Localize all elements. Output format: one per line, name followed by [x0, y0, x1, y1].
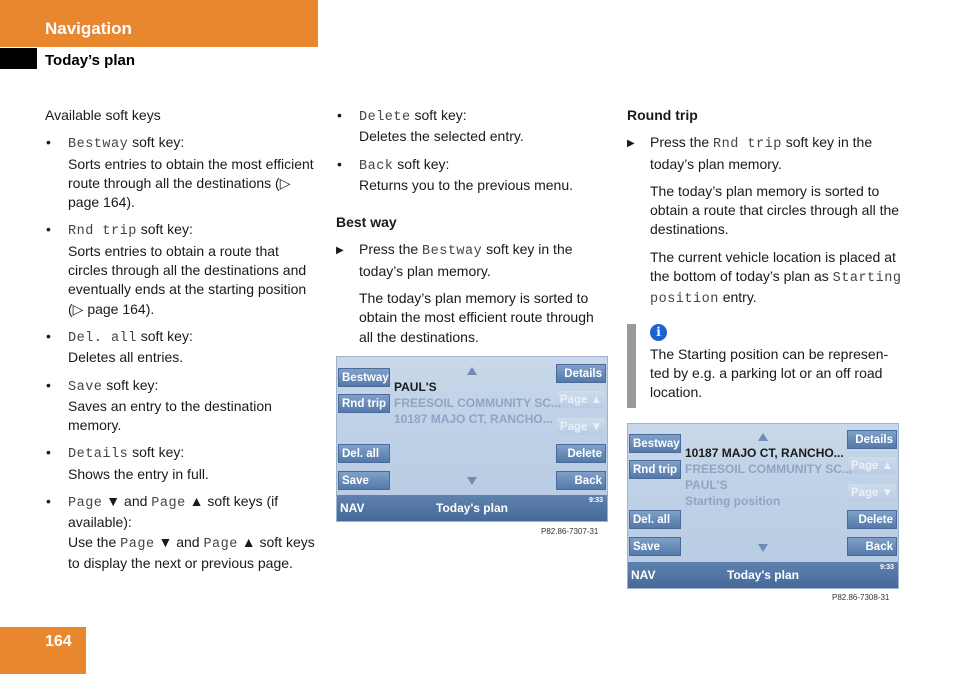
starting-position-note: The current vehicle location is placed at the bottom of today’s plan as Starting position entry. — [650, 248, 902, 308]
best-way-heading: Best way — [336, 214, 397, 231]
subsection-marker — [0, 48, 37, 69]
list-item-page-keys: • Page ▼ and Page ▲ soft keys (if available): Use the Page ▼ and Page ▲ soft keys to display the next or previous page. — [45, 492, 320, 573]
screen-title: Today's plan — [727, 568, 799, 582]
soft-keys-intro: Available soft keys — [45, 107, 161, 123]
soft-key-desc: Sorts entries to obtain a route that circles through all the destinations and eventually ends at the starting position (▷ page 164). — [68, 242, 307, 317]
scroll-down-icon — [467, 477, 477, 485]
page-up-symbol: ▲ — [189, 493, 204, 510]
soft-key-bestway[interactable]: Bestway — [629, 434, 681, 453]
step-item: ▶ Press the Rnd trip soft key in the today’s plan memory. — [627, 133, 902, 174]
soft-key-back[interactable]: Back — [556, 471, 606, 490]
list-item[interactable]: PAUL'S — [685, 478, 728, 492]
soft-key-page-up[interactable]: Page ▲ — [847, 456, 897, 475]
soft-key-name: Rnd trip — [68, 224, 137, 240]
section-title: Navigation — [45, 19, 132, 38]
list-item: • Save soft key: Saves an entry to the destination memory. — [45, 376, 320, 436]
soft-key-page-up[interactable]: Page ▲ — [556, 390, 606, 409]
list-item[interactable]: 10187 MAJO CT, RANCHO... — [685, 446, 844, 460]
soft-key-del-all[interactable]: Del. all — [338, 444, 390, 463]
subsection-title: Today’s plan — [45, 52, 136, 69]
scroll-up-icon — [758, 433, 768, 441]
soft-key-desc: Deletes all entries. — [68, 349, 184, 366]
column-1 — [45, 106, 320, 581]
list-item: • Back soft key: Returns you to the previous menu. — [336, 155, 611, 196]
info-bar — [627, 324, 636, 408]
status-bar — [337, 495, 607, 521]
column-3 — [627, 106, 902, 403]
list-item: • Del. all soft key: Deletes all entries. — [45, 327, 320, 368]
scroll-down-icon — [758, 544, 768, 552]
nav-label: NAV — [631, 568, 656, 582]
list-item: • Bestway soft key: Sorts entries to obtain the most efficient route through all the destinations (▷ page 164). — [45, 133, 320, 212]
screen-today-plan-1 — [336, 356, 608, 522]
scroll-up-icon — [467, 367, 477, 375]
soft-key-page-down[interactable]: Page ▼ — [556, 417, 606, 436]
info-text: The Starting position can be represen-ted by e.g. a parking lot or an off road location. — [650, 345, 889, 401]
soft-key-name: Save — [68, 379, 103, 395]
plan-list — [394, 379, 561, 427]
info-note — [627, 324, 902, 403]
nav-label: NAV — [340, 501, 365, 515]
soft-key-rnd-trip[interactable]: Rnd trip — [338, 394, 390, 413]
list-item[interactable]: Starting position — [685, 494, 781, 508]
soft-key-save[interactable]: Save — [629, 537, 681, 556]
soft-key-details[interactable]: Details — [556, 364, 606, 383]
soft-key-page-down[interactable]: Page ▼ — [847, 483, 897, 502]
figure-caption: P82.86-7308-31 — [832, 593, 890, 602]
figure-caption: P82.86-7307-31 — [541, 527, 599, 536]
soft-key-desc: Sorts entries to obtain the most efficient route through all the destinations (▷ page 164). — [68, 155, 314, 211]
soft-key-name: Details — [68, 447, 129, 463]
list-item: • Rnd trip soft key: Sorts entries to obtain a route that circles through all the destinations and eventually ends at the starting position (▷ page 164). — [45, 220, 320, 318]
column-2 — [336, 106, 611, 355]
step-item: ▶ Press the Bestway soft key in the today’s plan memory. — [336, 240, 611, 281]
soft-key-rnd-trip[interactable]: Rnd trip — [629, 460, 681, 479]
soft-key-details[interactable]: Details — [847, 430, 897, 449]
soft-key-desc: Shows the entry in full. — [68, 465, 209, 482]
clock: 9:33 — [588, 497, 603, 504]
soft-key-desc: Returns you to the previous menu. — [359, 176, 574, 193]
soft-key-desc: Saves an entry to the destination memory. — [68, 397, 272, 434]
list-item[interactable]: 10187 MAJO CT, RANCHO... — [394, 412, 553, 426]
status-bar — [628, 562, 898, 588]
soft-key-save[interactable]: Save — [338, 471, 390, 490]
step-result: The today’s plan memory is sorted to obtain a route that circles through all the destinations. — [650, 182, 900, 238]
page-down-symbol: ▼ — [106, 493, 121, 510]
list-item[interactable]: FREESOIL COMMUNITY SC... — [394, 396, 561, 410]
list-item: • Details soft key: Shows the entry in full. — [45, 443, 320, 484]
list-item[interactable]: FREESOIL COMMUNITY SC... — [685, 462, 852, 476]
soft-key-delete[interactable]: Delete — [847, 510, 897, 529]
soft-key-delete[interactable]: Delete — [556, 444, 606, 463]
soft-key-del-all[interactable]: Del. all — [629, 510, 681, 529]
soft-key-name: Back — [359, 158, 394, 174]
screen-title: Today's plan — [436, 501, 508, 515]
page-number: 164 — [45, 633, 72, 650]
soft-key-desc: Deletes the selected entry. — [359, 128, 524, 145]
soft-key-bestway[interactable]: Bestway — [338, 368, 390, 387]
soft-key-name: Bestway — [68, 137, 129, 153]
clock: 9:33 — [879, 564, 894, 571]
soft-key-name: Delete — [359, 110, 411, 125]
step-result: The today’s plan memory is sorted to obtain the most efficient route through all the destinations. — [359, 290, 594, 345]
screen-today-plan-2 — [627, 423, 899, 589]
signal-icon — [869, 570, 893, 578]
plan-list — [685, 445, 852, 509]
page-tab — [0, 627, 86, 674]
info-icon: i — [650, 324, 667, 341]
list-item[interactable]: PAUL'S — [394, 380, 437, 394]
signal-icon — [578, 503, 602, 511]
round-trip-heading: Round trip — [627, 107, 698, 123]
list-item: • Delete soft key: Deletes the selected entry. — [336, 106, 611, 147]
soft-key-name: Del. all — [68, 330, 137, 346]
soft-key-back[interactable]: Back — [847, 537, 897, 556]
